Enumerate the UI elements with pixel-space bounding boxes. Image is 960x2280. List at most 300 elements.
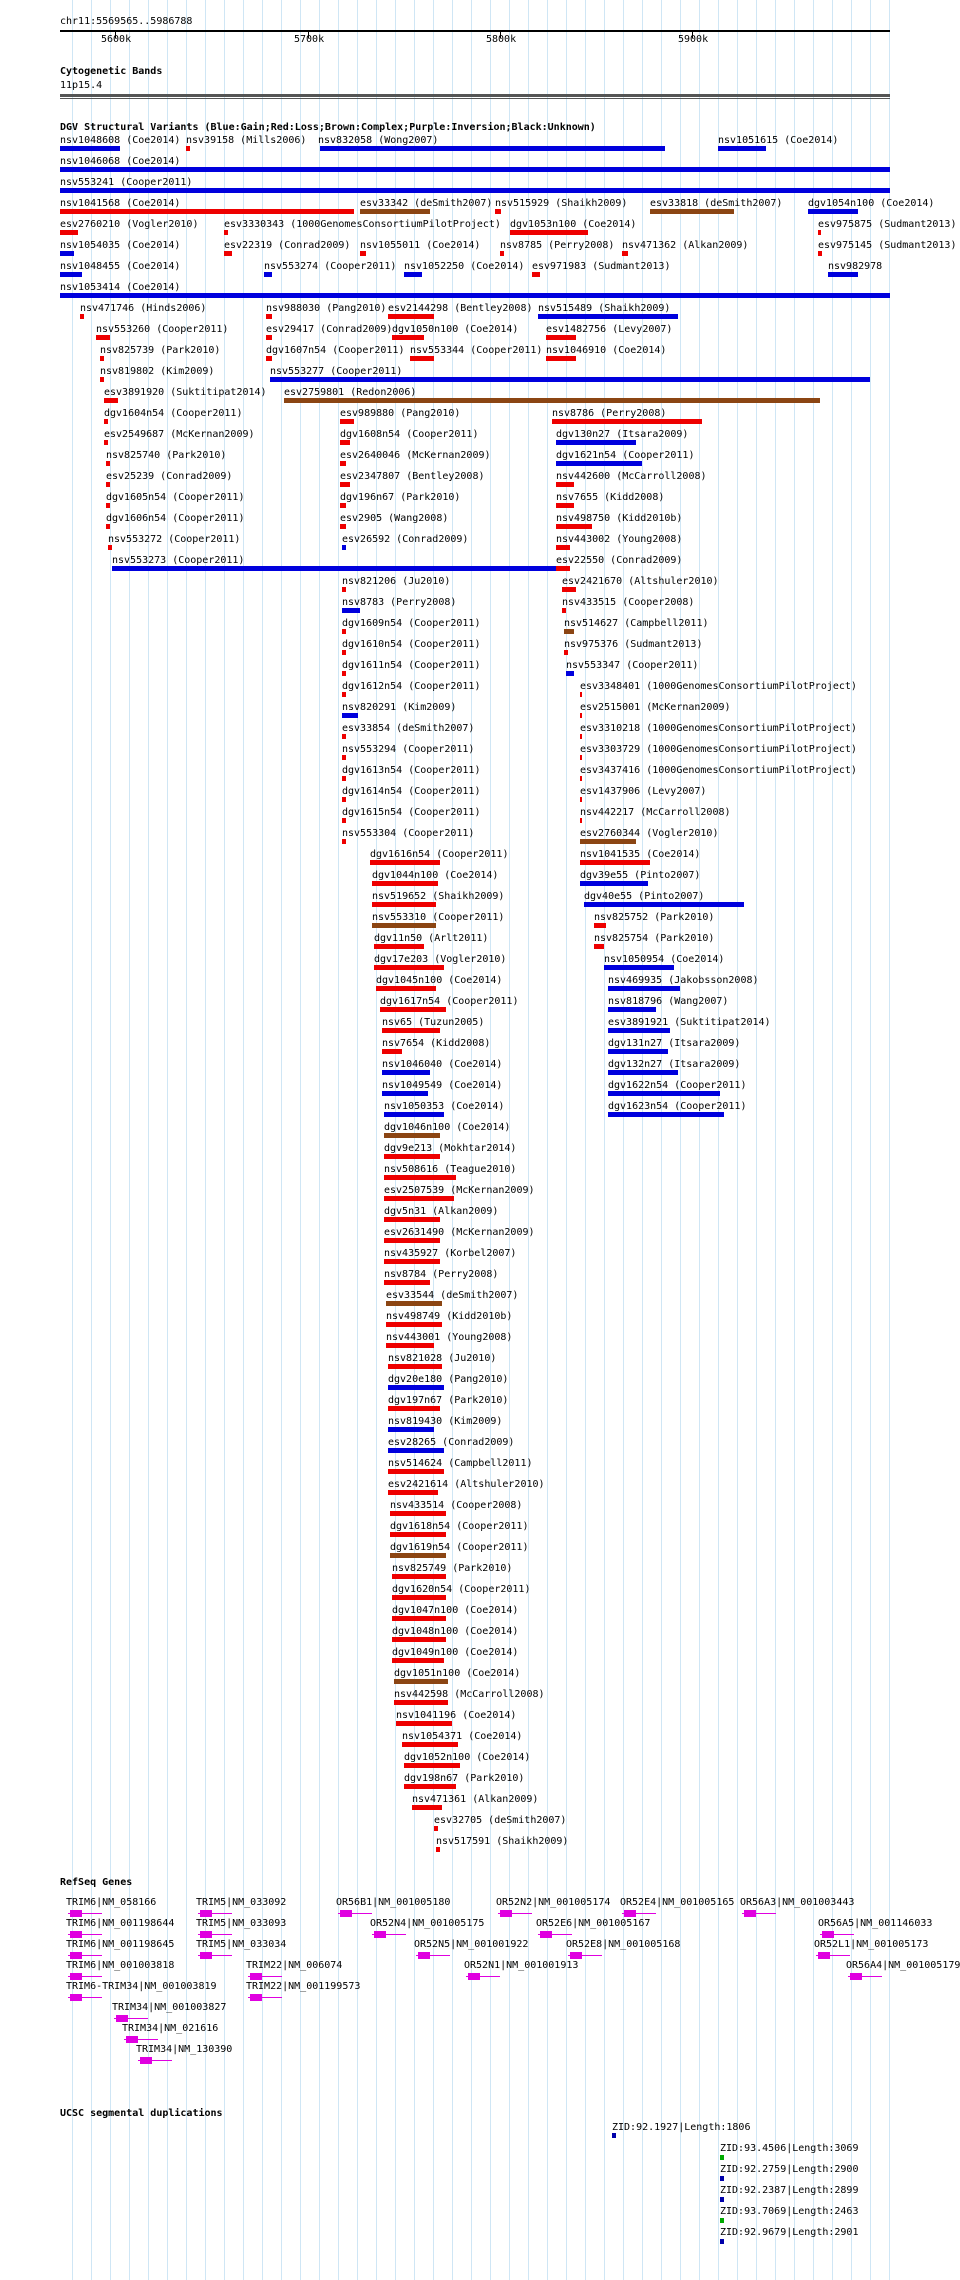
segdup-track-title: UCSC segmental duplications: [60, 2108, 223, 2119]
position-readout: chr11:5569565..5986788: [60, 16, 193, 27]
sv-label: esv33342 (deSmith2007): [360, 198, 493, 209]
grid-line: [528, 0, 529, 2280]
cytoband-label: 11p15.4: [60, 80, 103, 91]
grid-line: [889, 0, 890, 2280]
sv-label: esv2760344 (Vogler2010): [580, 828, 719, 839]
gene-exon: [200, 1910, 212, 1917]
sv-bar: [580, 755, 582, 760]
gene-exon: [340, 1910, 352, 1917]
gene-label: OR52N2|NM_001005174: [496, 1897, 611, 1908]
sv-label: esv2905 (Wang2008): [340, 513, 449, 524]
sv-bar: [394, 1679, 448, 1684]
sv-bar: [396, 1721, 452, 1726]
grid-line: [813, 0, 814, 2280]
sv-label: esv989880 (Pang2010): [340, 408, 461, 419]
sv-label: nsv435927 (Korbel2007): [384, 1248, 517, 1259]
gene-exon: [570, 1952, 582, 1959]
sv-label: dgv1609n54 (Cooper2011): [342, 618, 481, 629]
grid-line: [585, 0, 586, 2280]
sv-bar: [404, 1784, 456, 1789]
grid-line: [148, 0, 149, 2280]
grid-line: [471, 0, 472, 2280]
sv-bar: [392, 1637, 446, 1642]
sv-label: esv2507539 (McKernan2009): [384, 1185, 535, 1196]
grid-line: [281, 0, 282, 2280]
grid-line: [851, 0, 852, 2280]
sv-label: nsv517591 (Shaikh2009): [436, 1836, 569, 1847]
cytoband-track-title: Cytogenetic Bands: [60, 66, 163, 77]
gene-label: OR52E8|NM_001005168: [566, 1939, 681, 1950]
sv-label: nsv1041196 (Coe2014): [396, 1710, 517, 1721]
sv-bar: [566, 671, 574, 676]
sv-bar: [388, 314, 434, 319]
sv-label: esv3437416 (1000GenomesConsortiumPilotProject): [580, 765, 857, 776]
sv-label: nsv433514 (Cooper2008): [390, 1500, 523, 1511]
gene-label: TRIM6|NM_001003818: [66, 1960, 175, 1971]
gene-label: TRIM5|NM_033034: [196, 1939, 287, 1950]
grid-line: [395, 0, 396, 2280]
sv-label: nsv975376 (Sudmant2013): [564, 639, 703, 650]
sv-label: esv22319 (Conrad2009): [224, 240, 351, 251]
sv-label: nsv515489 (Shaikh2009): [538, 303, 671, 314]
sv-bar: [510, 230, 588, 235]
sv-label: nsv7655 (Kidd2008): [556, 492, 665, 503]
gene-label: OR52E6|NM_001005167: [536, 1918, 651, 1929]
sv-bar: [60, 272, 82, 277]
sv-label: esv3891921 (Suktitipat2014): [608, 1017, 771, 1028]
segdup-label: ZID:92.1927|Length:1806: [612, 2122, 751, 2133]
sv-bar: [608, 986, 680, 991]
sv-label: dgv40e55 (Pinto2007): [584, 891, 705, 902]
sv-label: dgv1608n54 (Cooper2011): [340, 429, 479, 440]
segdup-bar: [720, 2176, 724, 2181]
sv-label: nsv553273 (Cooper2011): [112, 555, 245, 566]
sv-label: nsv1054035 (Coe2014): [60, 240, 181, 251]
sv-bar: [718, 146, 766, 151]
sv-bar: [224, 230, 228, 235]
sv-label: nsv1048608 (Coe2014): [60, 135, 181, 146]
sv-label: nsv1050954 (Coe2014): [604, 954, 725, 965]
sv-bar: [538, 314, 678, 319]
sv-bar: [374, 944, 424, 949]
sv-bar: [60, 230, 78, 235]
sv-bar: [580, 734, 582, 739]
sv-label: nsv553304 (Cooper2011): [342, 828, 475, 839]
sv-bar: [380, 1007, 446, 1012]
segdup-label: ZID:93.4506|Length:3069: [720, 2143, 859, 2154]
sv-bar: [390, 1511, 446, 1516]
gene-label: TRIM34|NM_021616: [122, 2023, 219, 2034]
grid-line: [414, 0, 415, 2280]
sv-label: nsv553241 (Cooper2011): [60, 177, 193, 188]
ruler-line: [60, 30, 890, 32]
sv-label: dgv1054n100 (Coe2014): [808, 198, 935, 209]
sv-bar: [584, 902, 744, 907]
sv-bar: [384, 1175, 456, 1180]
sv-bar: [384, 1133, 440, 1138]
grid-line: [699, 0, 700, 2280]
sv-label: esv28265 (Conrad2009): [388, 1437, 515, 1448]
gene-label: OR52N4|NM_001005175: [370, 1918, 485, 1929]
cytoband-bar-2: [60, 98, 890, 99]
sv-label: dgv1615n54 (Cooper2011): [342, 807, 481, 818]
sv-label: esv975875 (Sudmant2013): [818, 219, 957, 230]
sv-label: dgv1614n54 (Cooper2011): [342, 786, 481, 797]
grid-line: [72, 0, 73, 2280]
gene-exon: [250, 1994, 262, 2001]
sv-bar: [608, 1091, 720, 1096]
grid-line: [661, 0, 662, 2280]
sv-bar: [370, 860, 440, 865]
sv-bar: [384, 1154, 440, 1159]
sv-bar: [60, 146, 120, 151]
gene-exon: [70, 1931, 82, 1938]
sv-bar: [388, 1364, 442, 1369]
dgv-track-title: DGV Structural Variants (Blue:Gain;Red:Loss;Brown:Complex;Purple:Inversion;Black:Unknown): [60, 122, 596, 133]
sv-label: nsv553277 (Cooper2011): [270, 366, 403, 377]
sv-label: nsv553310 (Cooper2011): [372, 912, 505, 923]
gene-exon: [744, 1910, 756, 1917]
sv-bar: [340, 482, 350, 487]
sv-bar: [532, 272, 540, 277]
sv-bar: [436, 1847, 440, 1852]
sv-bar: [546, 335, 576, 340]
sv-label: nsv553347 (Cooper2011): [566, 660, 699, 671]
sv-label: nsv8785 (Perry2008): [500, 240, 615, 251]
segdup-bar: [720, 2197, 724, 2202]
grid-line: [547, 0, 548, 2280]
sv-label: nsv515929 (Shaikh2009): [495, 198, 628, 209]
sv-label: dgv197n67 (Park2010): [388, 1395, 509, 1406]
sv-bar: [372, 923, 436, 928]
sv-bar: [412, 1805, 442, 1810]
gene-exon: [70, 1973, 82, 1980]
sv-label: dgv132n27 (Itsara2009): [608, 1059, 741, 1070]
sv-bar: [224, 251, 232, 256]
sv-label: esv32705 (deSmith2007): [434, 1815, 567, 1826]
sv-bar: [386, 1322, 442, 1327]
sv-bar: [342, 839, 346, 844]
sv-bar: [594, 944, 604, 949]
sv-bar: [386, 1343, 434, 1348]
sv-bar: [556, 440, 636, 445]
sv-bar: [388, 1427, 434, 1432]
sv-label: dgv131n27 (Itsara2009): [608, 1038, 741, 1049]
sv-bar: [386, 1301, 442, 1306]
sv-bar: [60, 167, 890, 172]
sv-bar: [112, 566, 558, 571]
sv-label: dgv198n67 (Park2010): [404, 1773, 525, 1784]
sv-label: nsv988030 (Pang2010): [266, 303, 387, 314]
cytoband-bar: [60, 94, 890, 97]
grid-line: [737, 0, 738, 2280]
sv-label: nsv553294 (Cooper2011): [342, 744, 475, 755]
sv-bar: [388, 1490, 438, 1495]
grid-line: [775, 0, 776, 2280]
sv-bar: [100, 377, 104, 382]
sv-label: nsv982978: [828, 261, 883, 272]
sv-label: esv1482756 (Levy2007): [546, 324, 673, 335]
sv-bar: [500, 251, 504, 256]
grid-line: [110, 0, 111, 2280]
sv-label: nsv1055011 (Coe2014): [360, 240, 481, 251]
gene-label: TRIM34|NM_130390: [136, 2044, 233, 2055]
sv-bar: [320, 146, 665, 151]
sv-label: nsv498749 (Kidd2010b): [386, 1311, 513, 1322]
gene-exon: [624, 1910, 636, 1917]
sv-bar: [60, 251, 74, 256]
grid-line: [604, 0, 605, 2280]
sv-label: dgv1611n54 (Cooper2011): [342, 660, 481, 671]
sv-label: dgv39e55 (Pinto2007): [580, 870, 701, 881]
sv-bar: [608, 1007, 656, 1012]
sv-bar: [106, 503, 110, 508]
gene-label: TRIM34|NM_001003827: [112, 2002, 227, 2013]
gene-exon: [374, 1931, 386, 1938]
grid-line: [262, 0, 263, 2280]
sv-bar: [394, 1700, 448, 1705]
segdup-bar: [720, 2218, 724, 2223]
sv-label: esv29417 (Conrad2009): [266, 324, 393, 335]
sv-bar: [580, 692, 582, 697]
sv-bar: [404, 1763, 460, 1768]
sv-label: esv33854 (deSmith2007): [342, 723, 475, 734]
grid-line: [509, 0, 510, 2280]
sv-label: dgv1049n100 (Coe2014): [392, 1647, 519, 1658]
sv-bar: [556, 503, 574, 508]
sv-bar: [270, 377, 870, 382]
sv-bar: [284, 398, 820, 403]
sv-bar: [388, 1469, 444, 1474]
sv-label: esv975145 (Sudmant2013): [818, 240, 957, 251]
sv-label: nsv8783 (Perry2008): [342, 597, 457, 608]
sv-label: dgv1050n100 (Coe2014): [392, 324, 519, 335]
sv-bar: [392, 335, 424, 340]
sv-bar: [562, 587, 576, 592]
sv-label: dgv1618n54 (Cooper2011): [390, 1521, 529, 1532]
sv-bar: [564, 629, 574, 634]
sv-bar: [340, 461, 346, 466]
sv-bar: [434, 1826, 438, 1831]
gene-exon: [200, 1931, 212, 1938]
sv-bar: [80, 314, 84, 319]
sv-bar: [580, 776, 582, 781]
sv-bar: [342, 776, 346, 781]
sv-label: nsv821028 (Ju2010): [388, 1353, 497, 1364]
gene-exon: [70, 1910, 82, 1917]
gene-label: TRIM6|NM_001198645: [66, 1939, 175, 1950]
sv-bar: [384, 1280, 430, 1285]
sv-bar: [342, 671, 346, 676]
segdup-bar: [720, 2239, 724, 2244]
sv-label: nsv443002 (Young2008): [556, 534, 683, 545]
sv-bar: [556, 524, 592, 529]
sv-bar: [372, 902, 436, 907]
grid-line: [680, 0, 681, 2280]
sv-label: nsv519652 (Shaikh2009): [372, 891, 505, 902]
sv-bar: [556, 461, 642, 466]
grid-line: [623, 0, 624, 2280]
sv-label: nsv825740 (Park2010): [106, 450, 227, 461]
grid-line: [376, 0, 377, 2280]
sv-label: esv2631490 (McKernan2009): [384, 1227, 535, 1238]
sv-label: dgv1620n54 (Cooper2011): [392, 1584, 531, 1595]
sv-label: esv3348401 (1000GenomesConsortiumPilotProject): [580, 681, 857, 692]
sv-bar: [384, 1196, 454, 1201]
sv-bar: [342, 629, 346, 634]
sv-bar: [342, 755, 346, 760]
grid-line: [357, 0, 358, 2280]
sv-label: dgv1047n100 (Coe2014): [392, 1605, 519, 1616]
gene-label: TRIM5|NM_033092: [196, 1897, 287, 1908]
sv-label: nsv514627 (Campbell2011): [564, 618, 709, 629]
sv-bar: [342, 818, 346, 823]
sv-bar: [392, 1574, 446, 1579]
gene-exon: [250, 1973, 262, 1980]
grid-line: [756, 0, 757, 2280]
sv-bar: [604, 965, 674, 970]
sv-label: nsv442598 (McCarroll2008): [394, 1689, 545, 1700]
gene-label: OR52E4|NM_001005165: [620, 1897, 735, 1908]
ruler-tick-label: 5700k: [294, 34, 325, 45]
sv-bar: [392, 1658, 444, 1663]
gene-exon: [70, 1994, 82, 2001]
sv-label: esv2760210 (Vogler2010): [60, 219, 199, 230]
segdup-label: ZID:92.9679|Length:2901: [720, 2227, 859, 2238]
sv-label: dgv1612n54 (Cooper2011): [342, 681, 481, 692]
grid-line: [566, 0, 567, 2280]
sv-label: nsv1041535 (Coe2014): [580, 849, 701, 860]
sv-bar: [104, 398, 118, 403]
sv-bar: [808, 209, 858, 214]
sv-label: esv22550 (Conrad2009): [556, 555, 683, 566]
sv-bar: [382, 1070, 430, 1075]
grid-line: [243, 0, 244, 2280]
sv-bar: [818, 230, 821, 235]
gene-exon: [70, 1952, 82, 1959]
sv-bar: [594, 923, 606, 928]
grid-line: [338, 0, 339, 2280]
sv-bar: [580, 881, 648, 886]
sv-bar: [650, 209, 734, 214]
sv-label: dgv5n31 (Alkan2009): [384, 1206, 499, 1217]
grid-line: [452, 0, 453, 2280]
grid-line: [490, 0, 491, 2280]
gene-exon: [418, 1952, 430, 1959]
sv-label: nsv553260 (Cooper2011): [96, 324, 229, 335]
gene-exon: [468, 1973, 480, 1980]
sv-bar: [580, 860, 650, 865]
grid-line: [167, 0, 168, 2280]
sv-bar: [495, 209, 501, 214]
sv-bar: [546, 356, 576, 361]
gene-label: OR56A4|NM_001005179: [846, 1960, 960, 1971]
sv-label: nsv1053414 (Coe2014): [60, 282, 181, 293]
sv-label: nsv8784 (Perry2008): [384, 1269, 499, 1280]
sv-bar: [384, 1217, 440, 1222]
grid-line: [205, 0, 206, 2280]
sv-label: esv3310218 (1000GenomesConsortiumPilotProject): [580, 723, 857, 734]
sv-bar: [404, 272, 422, 277]
ruler-tick-label: 5600k: [101, 34, 132, 45]
sv-bar: [392, 1595, 446, 1600]
segdup-label: ZID:93.7069|Length:2463: [720, 2206, 859, 2217]
sv-label: nsv832058 (Wong2007): [318, 135, 439, 146]
sv-bar: [360, 209, 430, 214]
grid-line: [794, 0, 795, 2280]
sv-bar: [382, 1049, 402, 1054]
refseq-track-title: RefSeq Genes: [60, 1877, 133, 1888]
sv-bar: [340, 419, 354, 424]
sv-label: esv26592 (Conrad2009): [342, 534, 469, 545]
sv-bar: [60, 188, 890, 193]
sv-label: dgv130n27 (Itsara2009): [556, 429, 689, 440]
sv-bar: [342, 734, 346, 739]
sv-label: dgv1048n100 (Coe2014): [392, 1626, 519, 1637]
gene-label: TRIM5|NM_033093: [196, 1918, 287, 1929]
sv-bar: [342, 650, 346, 655]
gene-label: OR56A5|NM_001146033: [818, 1918, 933, 1929]
gene-label: TRIM22|NM_006074: [246, 1960, 343, 1971]
sv-bar: [342, 608, 360, 613]
sv-label: nsv1051615 (Coe2014): [718, 135, 839, 146]
gene-exon: [540, 1931, 552, 1938]
sv-label: esv3330343 (1000GenomesConsortiumPilotProject): [224, 219, 501, 230]
gene-label: OR56A3|NM_001003443: [740, 1897, 855, 1908]
sv-bar: [580, 818, 582, 823]
grid-line: [91, 0, 92, 2280]
sv-bar: [410, 356, 434, 361]
segdup-label: ZID:92.2759|Length:2900: [720, 2164, 859, 2175]
grid-line: [642, 0, 643, 2280]
sv-label: dgv1607n54 (Cooper2011): [266, 345, 405, 356]
sv-bar: [108, 545, 112, 550]
grid-line: [718, 0, 719, 2280]
sv-label: nsv821206 (Ju2010): [342, 576, 451, 587]
sv-label: nsv825754 (Park2010): [594, 933, 715, 944]
sv-bar: [104, 419, 108, 424]
sv-bar: [384, 1259, 440, 1264]
sv-bar: [608, 1028, 670, 1033]
sv-bar: [608, 1070, 678, 1075]
sv-bar: [388, 1448, 444, 1453]
sv-label: nsv442217 (McCarroll2008): [580, 807, 731, 818]
sv-label: esv2347807 (Bentley2008): [340, 471, 485, 482]
gene-label: OR56B1|NM_001005180: [336, 1897, 451, 1908]
sv-bar: [390, 1532, 446, 1537]
grid-line: [832, 0, 833, 2280]
sv-bar: [580, 713, 582, 718]
sv-bar: [376, 986, 436, 991]
sv-label: esv2759801 (Redon2006): [284, 387, 417, 398]
sv-label: nsv553344 (Cooper2011): [410, 345, 543, 356]
sv-label: nsv1046068 (Coe2014): [60, 156, 181, 167]
sv-bar: [556, 482, 574, 487]
segdup-bar: [720, 2155, 724, 2160]
sv-label: nsv1050353 (Coe2014): [384, 1101, 505, 1112]
sv-bar: [60, 293, 890, 298]
sv-bar: [342, 545, 346, 550]
sv-bar: [340, 524, 346, 529]
sv-bar: [818, 251, 822, 256]
sv-label: nsv442600 (McCarroll2008): [556, 471, 707, 482]
sv-bar: [360, 251, 366, 256]
sv-label: dgv1613n54 (Cooper2011): [342, 765, 481, 776]
sv-label: dgv1621n54 (Cooper2011): [556, 450, 695, 461]
sv-label: nsv820291 (Kim2009): [342, 702, 457, 713]
sv-bar: [580, 797, 582, 802]
sv-label: esv971983 (Sudmant2013): [532, 261, 671, 272]
